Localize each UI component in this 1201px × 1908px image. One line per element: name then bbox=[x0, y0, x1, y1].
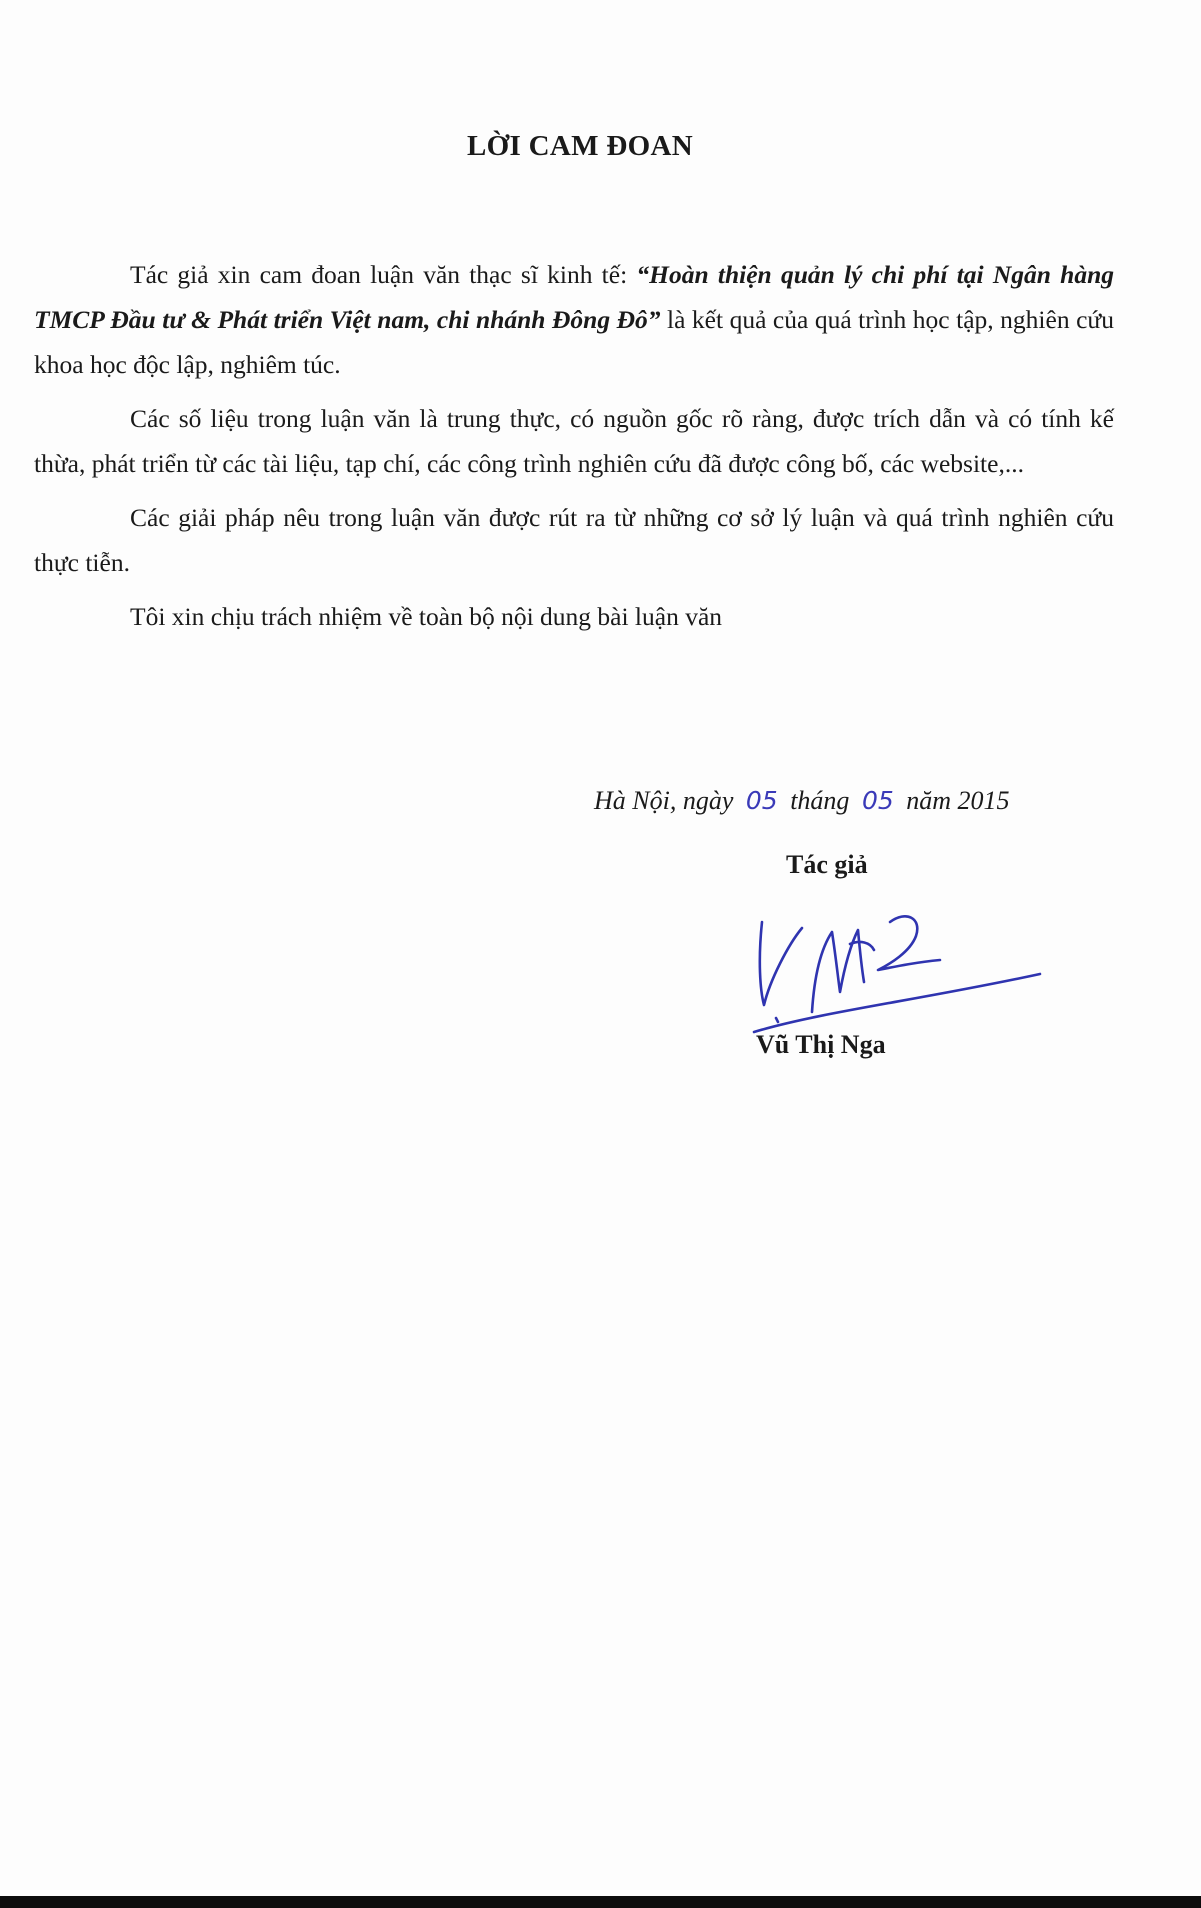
scan-bottom-edge bbox=[0, 1896, 1201, 1908]
page-title: LỜI CAM ĐOAN bbox=[467, 130, 693, 162]
paragraph-4: Tôi xin chịu trách nhiệm về toàn bộ nội dung bài luận văn bbox=[130, 602, 723, 631]
month-label: tháng bbox=[790, 786, 850, 815]
author-label: Tác giả bbox=[786, 850, 868, 879]
paragraph-1-suffix: là kết quả của quá trình học tập, nghiên cứu khoa học độc lập, nghiêm túc. bbox=[34, 305, 1114, 379]
declaration-body bbox=[34, 252, 1114, 648]
paragraph-2: Các số liệu trong luận văn là trung thực, có nguồn gốc rõ ràng, được trích dẫn và có tính kế thừa, phát triển từ các tài liệu, tạp chí, các công trình nghiên cứu đã được công bố, các website,... bbox=[34, 404, 1114, 478]
paragraph-1 bbox=[34, 252, 1114, 387]
paragraph-1-prefix: Tác giả xin cam đoan luận văn thạc sĩ kinh tế: bbox=[130, 260, 637, 289]
year-text: năm 2015 bbox=[906, 786, 1010, 815]
place-date-line bbox=[594, 786, 1010, 816]
handwritten-month: 05 bbox=[861, 786, 894, 815]
signature-icon bbox=[740, 900, 1060, 1040]
place-prefix: Hà Nội, ngày bbox=[594, 786, 734, 815]
handwritten-day: 05 bbox=[745, 786, 778, 815]
author-name: Vũ Thị Nga bbox=[756, 1030, 886, 1059]
thesis-title: “Hoàn thiện quản lý chi phí tại Ngân hàng TMCP Đầu tư & Phát triển Việt nam, chi nhánh Đông Đô” bbox=[34, 260, 1115, 334]
paragraph-3: Các giải pháp nêu trong luận văn được rút ra từ những cơ sở lý luận và quá trình nghiên cứu thực tiễn. bbox=[34, 503, 1114, 577]
